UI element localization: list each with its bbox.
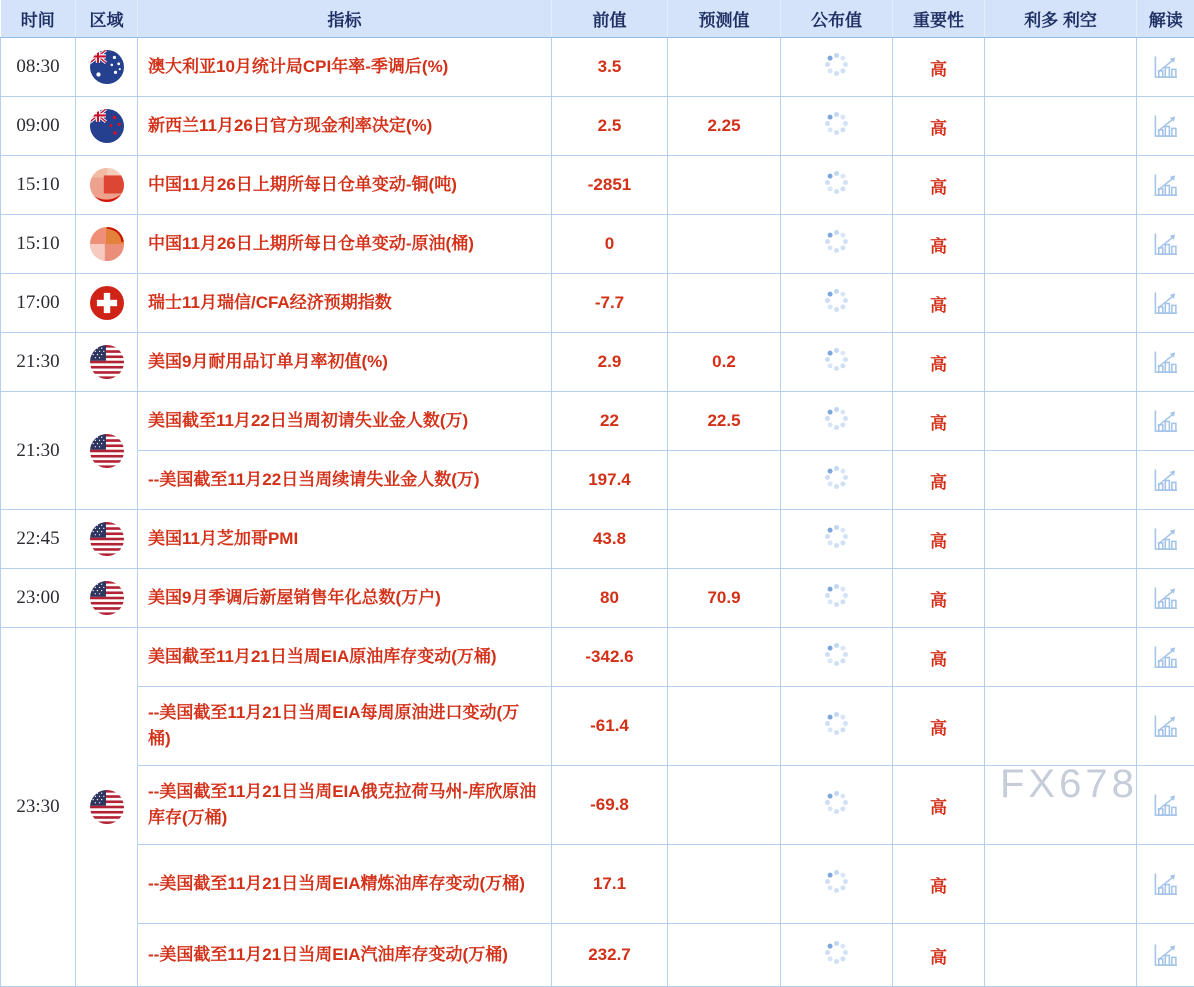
indicator-cell[interactable]: 中国11月26日上期所每日仓单变动-铜(吨)	[138, 156, 552, 215]
header-row	[1, 0, 1194, 38]
table-row	[1, 628, 1194, 687]
read-cell[interactable]	[1137, 845, 1194, 924]
flag-usa-icon	[90, 434, 124, 468]
col-header-indicator: 指标	[138, 0, 552, 38]
region-cell	[76, 628, 138, 987]
flag-switzerland-icon	[90, 286, 124, 320]
flag-australia-icon	[90, 50, 124, 84]
loading-spinner-icon	[834, 950, 839, 955]
table-row	[1, 38, 1194, 97]
previous-value: 17.1	[552, 845, 668, 924]
chart-analysis-icon[interactable]	[1152, 173, 1179, 198]
flag-china-icon	[90, 227, 124, 261]
published-value-cell	[781, 451, 893, 510]
forecast-value: 22.5	[668, 392, 781, 451]
loading-spinner-icon	[834, 62, 839, 67]
indicator-cell[interactable]: 美国9月季调后新屋销售年化总数(万户)	[138, 569, 552, 628]
table-row	[1, 766, 1194, 845]
published-value-cell	[781, 687, 893, 766]
bull-bear-cell	[985, 924, 1137, 987]
indicator-cell[interactable]: 美国截至11月21日当周EIA原油库存变动(万桶)	[138, 628, 552, 687]
chart-analysis-icon[interactable]	[1152, 527, 1179, 552]
importance-value: 高	[893, 97, 985, 156]
col-header-read: 解读	[1137, 0, 1194, 38]
loading-spinner-icon	[834, 593, 839, 598]
table-row	[1, 845, 1194, 924]
published-value-cell	[781, 628, 893, 687]
previous-value: -69.8	[552, 766, 668, 845]
time-cell: 08:30	[1, 38, 76, 97]
importance-value: 高	[893, 333, 985, 392]
bull-bear-cell	[985, 392, 1137, 451]
forecast-value	[668, 924, 781, 987]
importance-value: 高	[893, 392, 985, 451]
chart-analysis-icon[interactable]	[1152, 55, 1179, 80]
bull-bear-cell	[985, 687, 1137, 766]
chart-analysis-icon[interactable]	[1152, 793, 1179, 818]
published-value-cell	[781, 766, 893, 845]
previous-value: 80	[552, 569, 668, 628]
table-row	[1, 924, 1194, 987]
region-cell	[76, 156, 138, 215]
chart-analysis-icon[interactable]	[1152, 872, 1179, 897]
col-header-published: 公布值	[781, 0, 893, 38]
table-row	[1, 569, 1194, 628]
bull-bear-cell	[985, 38, 1137, 97]
loading-spinner-icon	[834, 800, 839, 805]
flag-usa-icon	[90, 522, 124, 556]
previous-value: 3.5	[552, 38, 668, 97]
loading-spinner-icon	[834, 180, 839, 185]
indicator-cell[interactable]: 瑞士11月瑞信/CFA经济预期指数	[138, 274, 552, 333]
read-cell[interactable]	[1137, 274, 1194, 333]
published-value-cell	[781, 97, 893, 156]
forecast-value	[668, 510, 781, 569]
chart-analysis-icon[interactable]	[1152, 114, 1179, 139]
loading-spinner-icon	[834, 357, 839, 362]
loading-spinner-icon	[834, 298, 839, 303]
table-row	[1, 97, 1194, 156]
published-value-cell	[781, 510, 893, 569]
previous-value: -342.6	[552, 628, 668, 687]
loading-spinner-icon	[834, 879, 839, 884]
indicator-cell[interactable]: 美国截至11月22日当周初请失业金人数(万)	[138, 392, 552, 451]
col-header-importance: 重要性	[893, 0, 985, 38]
published-value-cell	[781, 845, 893, 924]
previous-value: -61.4	[552, 687, 668, 766]
importance-value: 高	[893, 628, 985, 687]
time-cell: 17:00	[1, 274, 76, 333]
importance-value: 高	[893, 569, 985, 628]
region-cell	[76, 569, 138, 628]
forecast-value	[668, 38, 781, 97]
previous-value: 2.9	[552, 333, 668, 392]
read-cell[interactable]	[1137, 510, 1194, 569]
loading-spinner-icon	[834, 534, 839, 539]
bull-bear-cell	[985, 510, 1137, 569]
previous-value: 43.8	[552, 510, 668, 569]
importance-value: 高	[893, 38, 985, 97]
loading-spinner-icon	[834, 721, 839, 726]
previous-value: 22	[552, 392, 668, 451]
table-row	[1, 392, 1194, 451]
flag-usa-icon	[90, 581, 124, 615]
time-cell: 23:30	[1, 628, 76, 987]
read-cell[interactable]	[1137, 215, 1194, 274]
region-cell	[76, 392, 138, 510]
bull-bear-cell	[985, 569, 1137, 628]
forecast-value	[668, 156, 781, 215]
read-cell[interactable]	[1137, 333, 1194, 392]
col-header-time: 时间	[1, 0, 76, 38]
loading-spinner-icon	[834, 239, 839, 244]
time-cell: 15:10	[1, 156, 76, 215]
forecast-value	[668, 628, 781, 687]
previous-value: -7.7	[552, 274, 668, 333]
importance-value: 高	[893, 924, 985, 987]
table-row	[1, 215, 1194, 274]
table-row	[1, 274, 1194, 333]
region-cell	[76, 215, 138, 274]
bull-bear-cell	[985, 451, 1137, 510]
bull-bear-cell	[985, 845, 1137, 924]
table-row	[1, 156, 1194, 215]
time-cell: 23:00	[1, 569, 76, 628]
region-cell	[76, 97, 138, 156]
published-value-cell	[781, 274, 893, 333]
forecast-value	[668, 274, 781, 333]
flag-china-icon	[90, 168, 124, 202]
previous-value: -2851	[552, 156, 668, 215]
importance-value: 高	[893, 215, 985, 274]
chart-analysis-icon[interactable]	[1152, 586, 1179, 611]
chart-analysis-icon[interactable]	[1152, 714, 1179, 739]
forecast-value	[668, 215, 781, 274]
chart-analysis-icon[interactable]	[1152, 468, 1179, 493]
previous-value: 232.7	[552, 924, 668, 987]
region-cell	[76, 333, 138, 392]
time-cell: 15:10	[1, 215, 76, 274]
bull-bear-cell	[985, 766, 1137, 845]
forecast-value	[668, 451, 781, 510]
time-cell: 22:45	[1, 510, 76, 569]
read-cell[interactable]	[1137, 156, 1194, 215]
read-cell[interactable]	[1137, 766, 1194, 845]
indicator-cell[interactable]: --美国截至11月21日当周EIA俄克拉荷马州-库欣原油库存(万桶)	[138, 766, 552, 845]
loading-spinner-icon	[834, 475, 839, 480]
flag-usa-icon	[90, 790, 124, 824]
published-value-cell	[781, 392, 893, 451]
forecast-value	[668, 845, 781, 924]
previous-value: 2.5	[552, 97, 668, 156]
col-header-previous: 前值	[552, 0, 668, 38]
forecast-value	[668, 766, 781, 845]
importance-value: 高	[893, 510, 985, 569]
region-cell	[76, 510, 138, 569]
indicator-cell[interactable]: --美国截至11月21日当周EIA精炼油库存变动(万桶)	[138, 845, 552, 924]
published-value-cell	[781, 38, 893, 97]
flag-usa-icon	[90, 345, 124, 379]
loading-spinner-icon	[834, 652, 839, 657]
importance-value: 高	[893, 845, 985, 924]
indicator-cell[interactable]: 澳大利亚10月统计局CPI年率-季调后(%)	[138, 38, 552, 97]
chart-analysis-icon[interactable]	[1152, 645, 1179, 670]
fx678-watermark: FX678	[1000, 762, 1138, 807]
table-row	[1, 510, 1194, 569]
bull-bear-cell	[985, 156, 1137, 215]
chart-analysis-icon[interactable]	[1152, 291, 1179, 316]
bull-bear-cell	[985, 215, 1137, 274]
indicator-cell[interactable]: 美国11月芝加哥PMI	[138, 510, 552, 569]
time-cell: 21:30	[1, 333, 76, 392]
chart-analysis-icon[interactable]	[1152, 232, 1179, 257]
indicator-cell[interactable]: --美国截至11月21日当周EIA每周原油进口变动(万桶)	[138, 687, 552, 766]
importance-value: 高	[893, 274, 985, 333]
read-cell[interactable]	[1137, 38, 1194, 97]
read-cell[interactable]	[1137, 451, 1194, 510]
bull-bear-cell	[985, 97, 1137, 156]
read-cell[interactable]	[1137, 392, 1194, 451]
region-cell	[76, 38, 138, 97]
flag-new-zealand-icon	[90, 109, 124, 143]
previous-value: 197.4	[552, 451, 668, 510]
importance-value: 高	[893, 687, 985, 766]
forecast-value: 0.2	[668, 333, 781, 392]
indicator-cell[interactable]: 中国11月26日上期所每日仓单变动-原油(桶)	[138, 215, 552, 274]
indicator-cell[interactable]: 美国9月耐用品订单月率初值(%)	[138, 333, 552, 392]
loading-spinner-icon	[834, 121, 839, 126]
chart-analysis-icon[interactable]	[1152, 943, 1179, 968]
loading-spinner-icon	[834, 416, 839, 421]
col-header-region: 区域	[76, 0, 138, 38]
region-cell	[76, 274, 138, 333]
table-row	[1, 687, 1194, 766]
read-cell[interactable]	[1137, 97, 1194, 156]
read-cell[interactable]	[1137, 687, 1194, 766]
forecast-value: 70.9	[668, 569, 781, 628]
importance-value: 高	[893, 156, 985, 215]
published-value-cell	[781, 569, 893, 628]
indicator-cell[interactable]: --美国截至11月22日当周续请失业金人数(万)	[138, 451, 552, 510]
published-value-cell	[781, 156, 893, 215]
published-value-cell	[781, 924, 893, 987]
table-row	[1, 451, 1194, 510]
col-header-forecast: 预测值	[668, 0, 781, 38]
bull-bear-cell	[985, 333, 1137, 392]
chart-analysis-icon[interactable]	[1152, 350, 1179, 375]
table-row	[1, 333, 1194, 392]
indicator-cell[interactable]: --美国截至11月21日当周EIA汽油库存变动(万桶)	[138, 924, 552, 987]
read-cell[interactable]	[1137, 569, 1194, 628]
indicator-cell[interactable]: 新西兰11月26日官方现金利率决定(%)	[138, 97, 552, 156]
forecast-value	[668, 687, 781, 766]
time-cell: 21:30	[1, 392, 76, 510]
published-value-cell	[781, 215, 893, 274]
forecast-value: 2.25	[668, 97, 781, 156]
published-value-cell	[781, 333, 893, 392]
previous-value: 0	[552, 215, 668, 274]
read-cell[interactable]	[1137, 924, 1194, 987]
time-cell: 09:00	[1, 97, 76, 156]
read-cell[interactable]	[1137, 628, 1194, 687]
bull-bear-cell	[985, 628, 1137, 687]
col-header-bull-bear: 利多 利空	[985, 0, 1137, 38]
chart-analysis-icon[interactable]	[1152, 409, 1179, 434]
bull-bear-cell	[985, 274, 1137, 333]
importance-value: 高	[893, 766, 985, 845]
importance-value: 高	[893, 451, 985, 510]
